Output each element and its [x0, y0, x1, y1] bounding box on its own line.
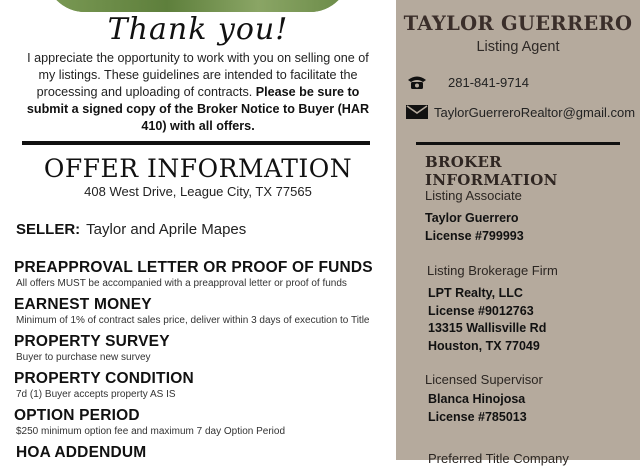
listing-associate-label: Listing Associate	[425, 188, 522, 203]
section-desc: $250 minimum option fee and maximum 7 day Option Period	[16, 426, 286, 437]
broker-title: BROKER INFORMATION	[425, 153, 558, 189]
brokerage-value	[428, 285, 546, 355]
seller-label: SELLER:	[16, 221, 81, 238]
section-option-period	[14, 407, 285, 438]
email-contact	[406, 104, 635, 120]
agent-name: TAYLOR GUERRERO	[403, 12, 633, 35]
brokerage-street: 13315 Wallisville Rd	[428, 321, 547, 335]
section-earnest-money	[14, 296, 370, 327]
intro-paragraph	[18, 50, 378, 135]
offer-title: OFFER INFORMATION	[43, 154, 353, 183]
supervisor-label: Licensed Supervisor	[425, 372, 543, 387]
brokerage-license: License #9012763	[428, 303, 534, 318]
seller-value: Taylor and Aprile Mapes	[86, 221, 247, 238]
listing-associate-value	[425, 210, 524, 245]
phone-icon	[406, 74, 428, 90]
agent-role: Listing Agent	[476, 39, 560, 55]
phone-contact	[406, 74, 529, 90]
thank-you-heading: Thank you!	[107, 12, 289, 47]
section-preapproval	[14, 259, 373, 290]
intro-bold-text: Please be sure to submit a signed copy of the Broker Notice to Buyer (HAR 410) with all offers.	[26, 85, 370, 133]
supervisor-license: License #785013	[428, 409, 527, 424]
section-heading: HOA ADDENDUM	[16, 444, 147, 461]
section-desc: Buyer to purchase new survey	[16, 352, 151, 363]
section-heading: EARNEST MONEY	[14, 296, 152, 313]
envelope-icon	[406, 104, 428, 120]
intro-text: I appreciate the opportunity to work with you on selling one of my listings. These guidelines are intended to facilitate the processing and uploading of contracts.	[27, 51, 369, 99]
section-desc: Minimum of 1% of contract sales price, deliver within 3 days of execution to Title	[16, 315, 370, 326]
email-address[interactable]: TaylorGuerreroRealtor@gmail.com	[434, 104, 636, 120]
seller-line	[16, 221, 246, 238]
phone-number[interactable]: 281-841-9714	[448, 74, 529, 90]
brokerage-label: Listing Brokerage Firm	[427, 263, 558, 278]
section-hoa-addendum	[16, 444, 146, 462]
divider	[22, 141, 370, 145]
associate-license: License #799993	[425, 228, 524, 243]
offer-address: 408 West Drive, League City, TX 77565	[84, 184, 312, 199]
brokerage-name: LPT Realty, LLC	[428, 286, 523, 300]
associate-name: Taylor Guerrero	[425, 211, 519, 225]
section-heading: PREAPPROVAL LETTER OR PROOF OF FUNDS	[14, 259, 373, 276]
section-desc: All offers MUST be accompanied with a preapproval letter or proof of funds	[16, 278, 347, 289]
section-desc: 7d (1) Buyer accepts property AS IS	[16, 389, 176, 400]
section-heading: PROPERTY CONDITION	[14, 370, 194, 387]
sidebar-divider	[416, 142, 620, 145]
section-property-survey	[14, 333, 170, 364]
supervisor-name: Blanca Hinojosa	[428, 392, 526, 406]
section-heading: OPTION PERIOD	[14, 407, 140, 424]
brokerage-city: Houston, TX 77049	[428, 338, 540, 353]
property-photo	[45, 0, 350, 12]
title-company-label: Preferred Title Company	[428, 451, 569, 466]
section-property-condition	[14, 370, 194, 401]
section-heading: PROPERTY SURVEY	[14, 333, 170, 350]
supervisor-value	[428, 391, 527, 426]
